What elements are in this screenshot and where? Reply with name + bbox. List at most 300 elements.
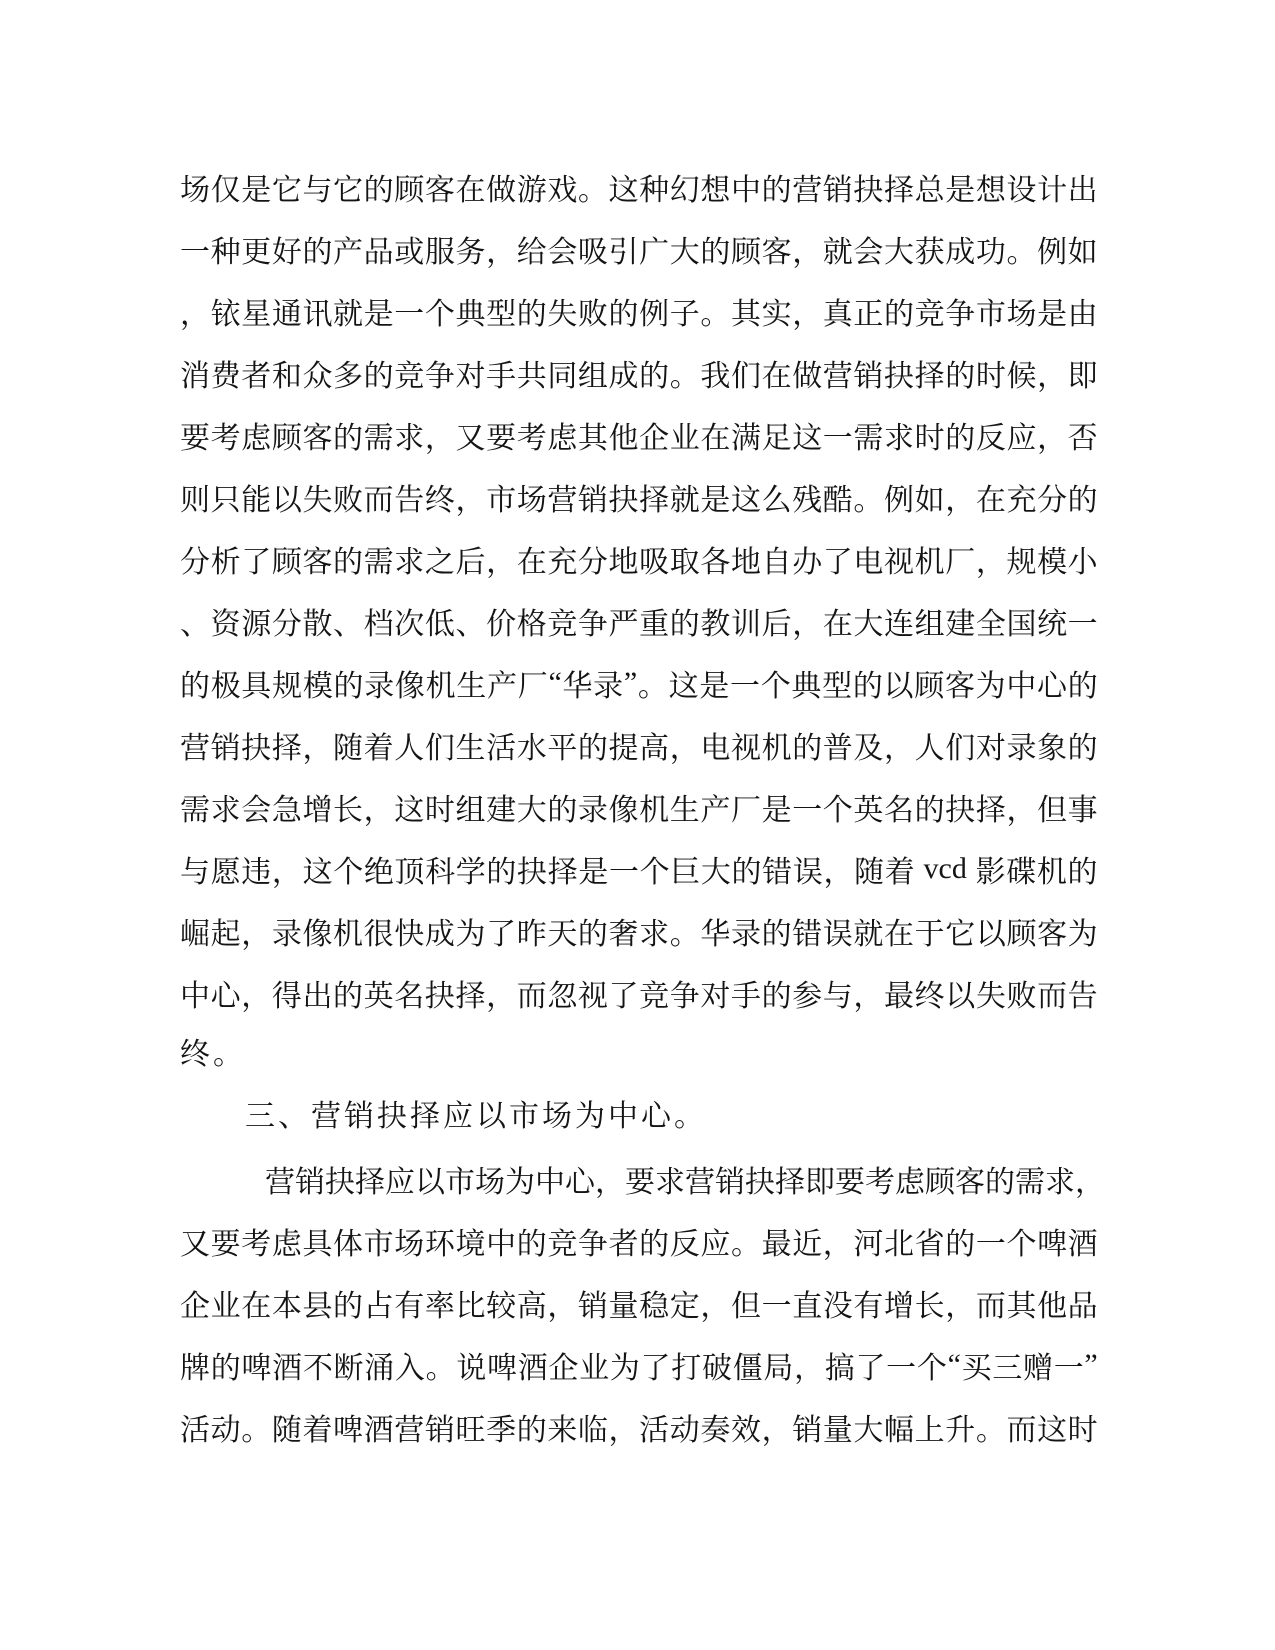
glyph: ， — [241, 918, 272, 951]
glyph: 一 — [730, 670, 761, 703]
glyph: 酷 — [822, 484, 853, 517]
glyph: 电 — [853, 546, 884, 579]
glyph: 生 — [455, 732, 486, 765]
glyph: 名 — [884, 794, 915, 827]
glyph: 星 — [241, 298, 272, 331]
glyph: 想 — [975, 174, 1006, 207]
glyph: 的 — [639, 360, 670, 393]
glyph: 择 — [547, 856, 578, 889]
glyph: 竞 — [914, 298, 945, 331]
glyph: 崛 — [180, 918, 210, 951]
glyph: ， — [180, 298, 210, 331]
glyph: 残 — [792, 484, 823, 517]
glyph: 个 — [822, 794, 853, 827]
glyph: 率 — [424, 1290, 455, 1323]
glyph: 时 — [975, 360, 1006, 393]
glyph: 客 — [1037, 918, 1068, 951]
glyph: 例 — [639, 298, 670, 331]
glyph: ， — [486, 546, 517, 579]
glyph: 有 — [394, 1290, 425, 1323]
glyph: 应 — [385, 1166, 415, 1199]
glyph: 需 — [180, 794, 210, 827]
glyph: 的 — [577, 918, 608, 951]
glyph: ， — [1006, 794, 1037, 827]
glyph: 量 — [608, 1290, 639, 1323]
glyph: 求 — [394, 546, 425, 579]
glyph: 争 — [577, 1228, 608, 1261]
glyph: 择 — [884, 174, 915, 207]
glyph: 的 — [1067, 732, 1098, 765]
glyph: 大 — [516, 794, 547, 827]
glyph: 、 — [333, 608, 364, 641]
glyph: 的 — [363, 360, 394, 393]
glyph: 增 — [884, 1290, 915, 1323]
glyph: 手 — [730, 980, 761, 1013]
glyph: 极 — [210, 670, 241, 703]
glyph: 、 — [180, 608, 210, 641]
glyph: 自 — [761, 546, 792, 579]
glyph: 以 — [945, 980, 976, 1013]
glyph: 获 — [914, 236, 945, 269]
glyph: 求 — [639, 918, 670, 951]
glyph: 普 — [822, 732, 853, 765]
glyph: 广 — [639, 236, 670, 269]
glyph: 河 — [853, 1228, 884, 1261]
glyph: 是 — [241, 174, 272, 207]
glyph: 幻 — [669, 174, 700, 207]
glyph: 的 — [302, 236, 333, 269]
glyph: 的 — [180, 670, 210, 703]
glyph: 档 — [363, 608, 394, 641]
glyph: 例 — [1037, 236, 1068, 269]
glyph: 占 — [363, 1290, 394, 1323]
glyph: 的 — [210, 1352, 241, 1385]
glyph: 参 — [792, 980, 823, 1013]
glyph: 升 — [945, 1414, 976, 1447]
glyph: 的 — [731, 856, 762, 889]
text-line: 终。 — [180, 1038, 246, 1071]
glyph: 县 — [302, 1290, 333, 1323]
glyph: 名 — [394, 980, 425, 1013]
glyph: 典 — [791, 670, 822, 703]
glyph: 抉 — [745, 1166, 775, 1199]
text-line — [180, 900, 1098, 962]
glyph: 考 — [241, 1228, 272, 1261]
glyph: 求 — [1045, 1166, 1075, 1199]
glyph: 生 — [669, 794, 700, 827]
glyph: 个 — [424, 298, 455, 331]
glyph: 低 — [424, 608, 455, 641]
glyph: 竞 — [639, 980, 670, 1013]
glyph: 客 — [302, 422, 333, 455]
glyph: 中 — [1006, 670, 1037, 703]
glyph: 品 — [363, 236, 394, 269]
glyph: 稳 — [639, 1290, 670, 1323]
glyph: 失 — [975, 980, 1006, 1013]
glyph: 英 — [853, 794, 884, 827]
glyph: “ — [548, 666, 562, 699]
glyph: 断 — [333, 1352, 364, 1385]
glyph: 奢 — [608, 918, 639, 951]
glyph: 业 — [210, 1290, 241, 1323]
glyph: 着 — [363, 732, 394, 765]
glyph: 误 — [822, 918, 853, 951]
glyph: 影 — [975, 856, 1006, 889]
glyph: 个 — [760, 670, 791, 703]
glyph: 华 — [700, 918, 731, 951]
glyph: 共 — [516, 360, 547, 393]
glyph: 活 — [639, 1414, 670, 1447]
glyph: 为 — [505, 1166, 535, 1199]
glyph: 这 — [394, 794, 425, 827]
glyph: 顾 — [925, 1166, 955, 1199]
glyph: 成 — [424, 918, 455, 951]
glyph: 而 — [975, 1290, 1006, 1323]
glyph: 以 — [975, 918, 1006, 951]
glyph: ， — [547, 1290, 578, 1323]
glyph: 业 — [579, 1352, 610, 1385]
glyph: 违 — [241, 856, 272, 889]
glyph: 真 — [822, 298, 853, 331]
glyph: 起 — [210, 918, 241, 951]
glyph: 的 — [516, 1414, 547, 1447]
glyph: 水 — [516, 732, 547, 765]
glyph: 顾 — [394, 174, 425, 207]
glyph: 以 — [271, 484, 302, 517]
glyph: 需 — [853, 422, 884, 455]
glyph: 其 — [1006, 1290, 1037, 1323]
glyph: 顾 — [271, 546, 302, 579]
glyph: ， — [853, 980, 884, 1013]
glyph: 个 — [916, 1352, 947, 1385]
glyph: 就 — [853, 918, 884, 951]
glyph: 录 — [593, 670, 624, 703]
glyph: 北 — [884, 1228, 915, 1261]
glyph: ， — [822, 1228, 853, 1261]
glyph: 的 — [333, 422, 364, 455]
glyph: 充 — [547, 546, 578, 579]
glyph: 视 — [884, 546, 915, 579]
glyph: 即 — [805, 1166, 835, 1199]
glyph: 了 — [486, 918, 517, 951]
glyph: 与 — [302, 174, 333, 207]
glyph: 机 — [425, 670, 456, 703]
glyph: 一 — [1067, 608, 1098, 641]
glyph: 费 — [210, 360, 241, 393]
glyph: 国 — [1006, 608, 1037, 641]
glyph: 营 — [685, 1166, 715, 1199]
glyph: 而 — [1006, 1414, 1037, 1447]
glyph: 考 — [210, 422, 241, 455]
glyph: 我 — [700, 360, 731, 393]
glyph: 众 — [302, 360, 333, 393]
glyph: 的 — [639, 1228, 670, 1261]
glyph: 争 — [669, 980, 700, 1013]
glyph: 中 — [486, 1228, 517, 1261]
glyph: 虑 — [895, 1166, 925, 1199]
glyph: 竞 — [547, 608, 578, 641]
glyph: 一 — [180, 236, 210, 269]
glyph: 规 — [1006, 546, 1037, 579]
glyph: 充 — [1006, 484, 1037, 517]
glyph: 这 — [792, 422, 823, 455]
glyph: 么 — [761, 484, 792, 517]
glyph: 竞 — [394, 360, 425, 393]
glyph: 抉 — [853, 174, 884, 207]
glyph: 典 — [455, 298, 486, 331]
glyph: 就 — [669, 484, 700, 517]
glyph: 否 — [1067, 422, 1098, 455]
glyph: 戏 — [547, 174, 578, 207]
glyph: 它 — [271, 174, 302, 207]
glyph: 直 — [792, 1290, 823, 1323]
glyph: 求 — [210, 794, 241, 827]
glyph: ， — [945, 1290, 976, 1323]
glyph — [967, 852, 975, 886]
glyph: 在 — [822, 608, 853, 641]
glyph: 但 — [730, 1290, 761, 1323]
glyph: 心 — [1037, 670, 1068, 703]
glyph: 酒 — [363, 1414, 394, 1447]
glyph: ， — [363, 794, 394, 827]
glyph: 的 — [914, 794, 945, 827]
glyph: 营 — [547, 484, 578, 517]
text-line — [180, 590, 1098, 652]
glyph: 量 — [822, 1414, 853, 1447]
glyph: 是 — [945, 174, 976, 207]
glyph: 动 — [669, 1414, 700, 1447]
glyph: 组 — [577, 360, 608, 393]
glyph: 中 — [535, 1166, 565, 1199]
glyph: 于 — [914, 918, 945, 951]
glyph: 有 — [853, 1290, 884, 1323]
glyph: 僵 — [732, 1352, 763, 1385]
glyph: 搞 — [824, 1352, 855, 1385]
glyph: 中 — [180, 980, 210, 1013]
glyph: 就 — [822, 236, 853, 269]
glyph: 的 — [852, 670, 883, 703]
glyph: 求 — [884, 422, 915, 455]
glyph: 失 — [302, 484, 333, 517]
glyph: 科 — [425, 856, 456, 889]
glyph: 高 — [639, 732, 670, 765]
glyph: 市 — [445, 1166, 475, 1199]
glyph: 全 — [975, 608, 1006, 641]
glyph: 各 — [700, 546, 731, 579]
glyph: 顾 — [271, 422, 302, 455]
glyph: 营 — [394, 1414, 425, 1447]
glyph: 同 — [547, 360, 578, 393]
glyph: 。 — [669, 918, 700, 951]
glyph: 终 — [914, 980, 945, 1013]
glyph: 足 — [761, 422, 792, 455]
glyph: 分 — [577, 546, 608, 579]
glyph: 者 — [241, 360, 272, 393]
glyph: 它 — [333, 174, 364, 207]
glyph: 这 — [668, 670, 699, 703]
glyph: 一 — [761, 1290, 792, 1323]
glyph: 客 — [424, 174, 455, 207]
glyph: 在 — [761, 360, 792, 393]
glyph: 择 — [355, 1166, 385, 1199]
glyph: ， — [608, 1414, 639, 1447]
glyph: 为 — [1067, 918, 1098, 951]
glyph: 电 — [700, 732, 731, 765]
glyph: 择 — [271, 732, 302, 765]
glyph: 们 — [730, 360, 761, 393]
glyph: 败 — [577, 298, 608, 331]
glyph: 着 — [884, 856, 915, 889]
glyph: 着 — [302, 1414, 333, 1447]
glyph: 应 — [1006, 422, 1037, 455]
glyph: 一 — [822, 422, 853, 455]
glyph: 模 — [1037, 546, 1068, 579]
glyph: 择 — [914, 360, 945, 393]
glyph: 连 — [884, 608, 915, 641]
glyph: 讯 — [302, 298, 333, 331]
glyph: 组 — [455, 794, 486, 827]
glyph: 如 — [914, 484, 945, 517]
glyph: 入 — [394, 1352, 425, 1385]
glyph: 者 — [608, 1228, 639, 1261]
glyph: 一 — [608, 856, 639, 889]
glyph: 事 — [1067, 794, 1098, 827]
glyph: 销 — [792, 1414, 823, 1447]
glyph: 实 — [761, 298, 792, 331]
glyph: 了 — [855, 1352, 886, 1385]
glyph: 机 — [761, 732, 792, 765]
glyph: 种 — [639, 174, 670, 207]
glyph: 场 — [516, 484, 547, 517]
glyph: 。 — [853, 484, 884, 517]
glyph: 录 — [577, 794, 608, 827]
glyph: ， — [302, 732, 333, 765]
glyph: 。 — [637, 670, 668, 703]
glyph: ， — [792, 298, 823, 331]
glyph: 营 — [265, 1166, 295, 1199]
glyph: 说 — [456, 1352, 487, 1385]
glyph: 分 — [1037, 484, 1068, 517]
glyph: 酒 — [272, 1352, 303, 1385]
glyph: 统 — [1037, 608, 1068, 641]
glyph: 了 — [640, 1352, 671, 1385]
glyph: 游 — [516, 174, 547, 207]
glyph: 不 — [302, 1352, 333, 1385]
glyph: ， — [241, 980, 272, 1013]
glyph: 长 — [333, 794, 364, 827]
glyph: 错 — [792, 918, 823, 951]
glyph: 需 — [363, 546, 394, 579]
glyph: 的 — [669, 608, 700, 641]
text-line — [180, 1148, 1105, 1210]
glyph: 啤 — [241, 1352, 272, 1385]
glyph: 机 — [1036, 856, 1067, 889]
glyph: 为 — [609, 1352, 640, 1385]
glyph: ， — [792, 608, 823, 641]
glyph: 的 — [486, 856, 517, 889]
glyph: 建 — [945, 608, 976, 641]
glyph: 又 — [180, 1228, 210, 1261]
text-block — [180, 156, 1105, 1458]
glyph: 型 — [822, 670, 853, 703]
glyph: 源 — [241, 608, 272, 641]
glyph: 最 — [761, 1228, 792, 1261]
glyph: 最 — [884, 980, 915, 1013]
glyph: 其 — [577, 422, 608, 455]
glyph: 而 — [363, 484, 394, 517]
glyph: 通 — [271, 298, 302, 331]
glyph: 的 — [333, 670, 364, 703]
glyph: 设 — [1006, 174, 1037, 207]
glyph: 在 — [975, 484, 1006, 517]
glyph: 愿 — [210, 856, 241, 889]
glyph: 是 — [1037, 298, 1068, 331]
glyph: 大 — [700, 856, 731, 889]
glyph: 与 — [180, 856, 210, 889]
glyph: 了 — [241, 546, 272, 579]
glyph: 心 — [210, 980, 241, 1013]
glyph: 考 — [516, 422, 547, 455]
glyph: 会 — [547, 236, 578, 269]
glyph: vcd — [923, 852, 967, 885]
glyph: ， — [669, 732, 700, 765]
glyph: 学 — [455, 856, 486, 889]
glyph: 一 — [394, 298, 425, 331]
glyph: 要 — [625, 1166, 655, 1199]
glyph: 活 — [486, 732, 517, 765]
glyph: 想 — [700, 174, 731, 207]
glyph: 为 — [975, 670, 1006, 703]
glyph: 大 — [669, 236, 700, 269]
glyph: 而 — [1037, 980, 1068, 1013]
glyph: 抉 — [517, 856, 548, 889]
glyph: 的 — [1067, 670, 1098, 703]
glyph: 们 — [424, 732, 455, 765]
glyph: 效 — [730, 1414, 761, 1447]
glyph: 随 — [854, 856, 885, 889]
glyph: 时 — [914, 422, 945, 455]
glyph: 的 — [577, 732, 608, 765]
glyph: ， — [1075, 1166, 1105, 1199]
glyph: 人 — [914, 732, 945, 765]
glyph: 的 — [700, 236, 731, 269]
glyph: 取 — [669, 546, 700, 579]
glyph: ， — [761, 1414, 792, 1447]
glyph: 了 — [608, 980, 639, 1013]
glyph: 资 — [210, 608, 241, 641]
glyph: 更 — [241, 236, 272, 269]
text-line — [180, 1210, 1098, 1272]
glyph: 例 — [884, 484, 915, 517]
glyph: 择 — [775, 1166, 805, 1199]
glyph: 满 — [730, 422, 761, 455]
glyph: 格 — [516, 608, 547, 641]
glyph: 销 — [295, 1166, 325, 1199]
text-line — [180, 1272, 1098, 1334]
glyph: 需 — [363, 422, 394, 455]
glyph: 地 — [608, 546, 639, 579]
glyph: 错 — [762, 856, 793, 889]
glyph: 在 — [700, 422, 731, 455]
glyph: 出 — [1067, 174, 1098, 207]
glyph: 没 — [822, 1290, 853, 1323]
glyph: 产 — [333, 236, 364, 269]
glyph: 抉 — [424, 980, 455, 1013]
glyph: 的 — [333, 1290, 364, 1323]
glyph: 具 — [302, 1228, 333, 1261]
glyph: 临 — [577, 1414, 608, 1447]
glyph: 销 — [577, 484, 608, 517]
